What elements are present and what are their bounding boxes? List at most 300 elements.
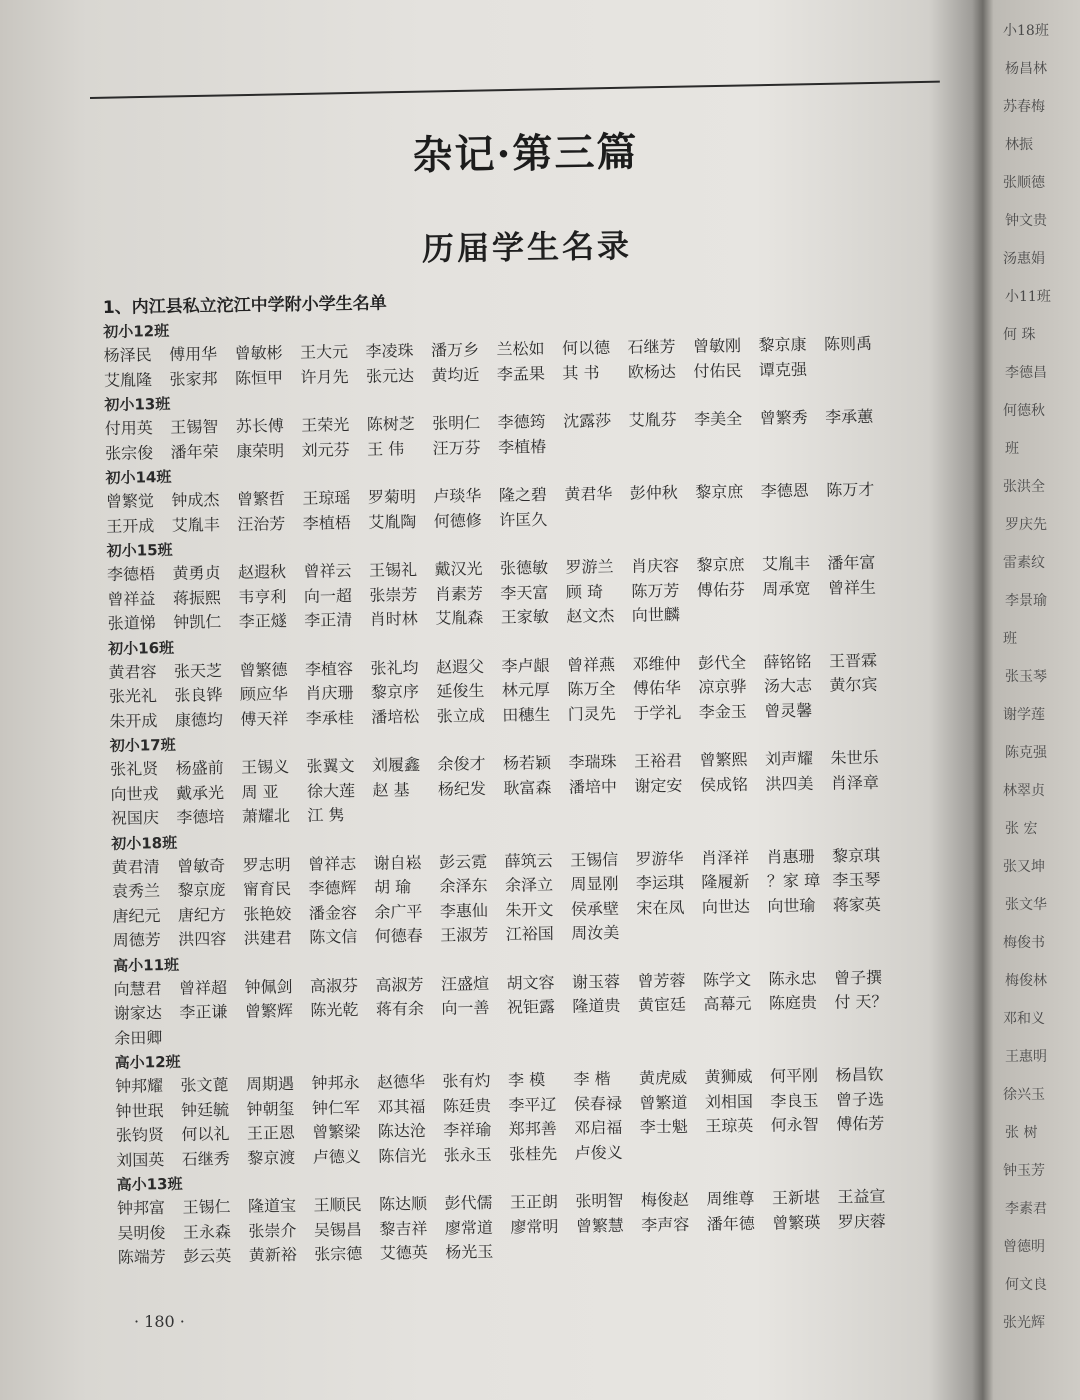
student-name: 韦亨利 — [238, 586, 287, 607]
student-name: 石继芳 — [627, 336, 676, 357]
facing-page-text: 何 珠 — [1003, 327, 1036, 343]
student-name: 向世瑜 — [767, 895, 816, 916]
student-name: 陈庭贵 — [768, 992, 818, 1013]
student-name: 肖庆珊 — [305, 683, 354, 703]
class-list — [103, 308, 968, 1270]
student-name: 邓启福 — [574, 1117, 623, 1138]
student-name: 隆道贵 — [572, 995, 621, 1016]
student-name: 黄尔宾 — [829, 674, 878, 695]
student-name: 陈廷贵 — [442, 1095, 492, 1116]
class-label: 高小11班 — [113, 955, 180, 975]
student-name: 罗庆蓉 — [837, 1211, 886, 1232]
student-name: 曾繁瑛 — [772, 1212, 821, 1233]
student-name: 张立成 — [436, 705, 485, 726]
student-name: 余广平 — [374, 901, 423, 922]
student-name: 罗游兰 — [565, 556, 614, 577]
student-name: 曾敏刚 — [692, 335, 742, 356]
student-name: 曾敏彬 — [234, 343, 283, 363]
student-name: 彭仲秋 — [629, 482, 679, 503]
student-name: 江裕国 — [505, 923, 554, 944]
student-name: 陈万芳 — [631, 580, 680, 601]
student-name: 钟邦富 — [116, 1198, 166, 1218]
page-title: 杂记·第三篇 — [412, 128, 639, 180]
facing-page-text: 林振 — [1005, 137, 1033, 153]
student-name: 钟邦永 — [311, 1073, 360, 1093]
student-name: 曾祥云 — [303, 561, 352, 581]
student-name: 萧耀北 — [241, 806, 291, 826]
student-name: 王淑芳 — [440, 925, 489, 945]
student-name: 向世达 — [701, 896, 751, 917]
class-block — [113, 941, 964, 1050]
student-name: 杨盛前 — [175, 758, 224, 778]
student-name: 张家邦 — [169, 368, 218, 389]
student-name: 李声容 — [641, 1214, 690, 1235]
student-name: 余田卿 — [114, 1027, 163, 1048]
student-name: 江 隽 — [307, 805, 345, 825]
student-name: 黄虎威 — [638, 1067, 688, 1088]
class-block — [110, 722, 961, 831]
student-name: 卢琰华 — [433, 486, 482, 506]
class-label: 初小12班 — [103, 321, 170, 341]
student-name: 王大元 — [299, 342, 349, 362]
student-name: 谢自崧 — [373, 852, 422, 873]
student-name: 罗游华 — [635, 848, 684, 869]
student-name: 傅天祥 — [240, 708, 289, 729]
student-name: 吴明俊 — [117, 1222, 166, 1243]
student-name: 王家敏 — [500, 607, 549, 627]
student-name: 刘相国 — [704, 1091, 754, 1112]
student-name: 付用英 — [104, 418, 153, 438]
student-name: 彭代全 — [697, 652, 747, 673]
student-name: 陈达沧 — [377, 1121, 426, 1141]
student-name: 洪建君 — [243, 928, 292, 948]
student-name: 王琼英 — [705, 1115, 754, 1136]
student-name: 张文蓖 — [180, 1075, 229, 1095]
facing-page-text: 杨昌林 — [1005, 61, 1047, 77]
student-name: 傅佑芳 — [836, 1113, 885, 1134]
student-name: 张良铧 — [174, 685, 223, 705]
student-name: 张桂先 — [509, 1143, 558, 1164]
student-name: 向一善 — [441, 997, 490, 1018]
student-name: 曾祥生 — [827, 577, 877, 598]
student-name: 陈文信 — [309, 927, 358, 947]
class-block — [103, 308, 954, 392]
student-name: 陈达顺 — [378, 1193, 428, 1214]
student-name: 潘培中 — [568, 776, 618, 797]
student-name: 李植容 — [304, 658, 354, 679]
student-name: 汤大志 — [763, 675, 813, 696]
student-name: 艾胤芬 — [628, 409, 677, 430]
student-name: 唐纪元 — [112, 905, 161, 926]
facing-page-text: 钟玉芳 — [1003, 1163, 1045, 1179]
class-block — [104, 381, 955, 465]
facing-page-text: 张 宏 — [1005, 821, 1038, 837]
student-name: 王正朗 — [509, 1191, 559, 1212]
student-name: 侯承壁 — [570, 898, 620, 919]
student-name: 赵遐父 — [435, 656, 485, 677]
student-name: 邓其福 — [377, 1096, 426, 1117]
student-name: 何永智 — [770, 1114, 819, 1135]
student-name: 向慧君 — [113, 978, 162, 999]
student-name: 何德春 — [374, 926, 423, 946]
student-name: 朱开成 — [109, 710, 158, 731]
student-name: 曾祥超 — [178, 977, 228, 998]
student-name: 何以德 — [561, 338, 611, 358]
student-name: 李平辽 — [508, 1094, 557, 1115]
student-name: 黄君华 — [564, 483, 613, 504]
student-name: 王永森 — [182, 1221, 232, 1242]
facing-page-text: 李德昌 — [1005, 365, 1047, 381]
student-name: 高淑芬 — [309, 975, 359, 996]
facing-page-text: 张顺德 — [1003, 175, 1045, 191]
student-name: 王琼瑶 — [302, 488, 351, 508]
student-name: 顾应华 — [239, 684, 289, 704]
class-label: 高小13班 — [116, 1174, 183, 1194]
student-name: 康荣明 — [235, 440, 285, 461]
student-name: 谢家达 — [113, 1003, 163, 1023]
student-name: 李 楷 — [573, 1069, 611, 1089]
student-name: 张礼均 — [370, 657, 419, 678]
student-name: 王晋霖 — [828, 650, 878, 671]
student-name: 黎京庞 — [177, 880, 226, 900]
student-name: 欧杨达 — [627, 361, 677, 382]
student-name: 苏长傅 — [235, 416, 284, 436]
student-name: 耿富森 — [503, 777, 552, 798]
student-name: 周显刚 — [570, 873, 619, 894]
student-name: 潘万乡 — [430, 340, 480, 360]
student-name: 艾德英 — [379, 1242, 428, 1263]
student-name: 戴汉光 — [434, 559, 483, 579]
student-name: 李惠仙 — [439, 900, 489, 921]
student-name: 李瑞珠 — [568, 751, 617, 772]
class-block — [105, 454, 956, 538]
student-name: 王正恩 — [246, 1123, 296, 1143]
facing-page-text: 汤惠娟 — [1003, 251, 1045, 267]
student-name: 余俊才 — [437, 754, 486, 774]
student-name: 傅用华 — [168, 344, 218, 364]
student-name: 余泽立 — [504, 874, 554, 895]
student-name: 艾胤丰 — [171, 514, 220, 535]
student-name: 周承宽 — [762, 578, 811, 599]
student-name: 廖常道 — [444, 1217, 494, 1238]
student-name: 傅佑华 — [632, 677, 682, 698]
student-name: 李良玉 — [770, 1090, 819, 1111]
student-name: 张道悌 — [107, 613, 156, 633]
student-name: 刘元芬 — [301, 439, 350, 460]
student-name: 赵 基 — [372, 779, 410, 800]
student-name: 艾胤隆 — [103, 369, 153, 390]
facing-page-text: 曾德明 — [1003, 1239, 1045, 1255]
class-block — [115, 1039, 967, 1172]
student-name: 蒋有余 — [375, 999, 425, 1019]
student-name: 张翼文 — [306, 756, 355, 776]
student-name: 高淑芳 — [375, 974, 424, 995]
student-name: 彭云霓 — [438, 851, 488, 872]
student-name: 黄新裕 — [248, 1245, 297, 1265]
student-name: 李美全 — [694, 408, 743, 429]
facing-page-text: 张洪全 — [1003, 479, 1045, 495]
student-name: 张崇介 — [248, 1220, 297, 1241]
student-name: 潘金容 — [308, 902, 358, 923]
student-name: 杨昌钦 — [835, 1064, 884, 1085]
student-name: 李德筠 — [497, 412, 546, 432]
student-name: 李德梧 — [106, 564, 156, 584]
student-name: 张永玉 — [443, 1144, 492, 1165]
student-name: 门灵先 — [567, 703, 616, 724]
student-name: 王锡义 — [240, 757, 290, 777]
student-name: 肖惠珊 — [766, 846, 815, 867]
class-block — [107, 527, 958, 636]
facing-page-text: 何德秋 — [1003, 403, 1045, 419]
student-name: 黎京琪 — [831, 845, 881, 866]
student-name: 李天富 — [500, 582, 549, 603]
student-name: 王锡仁 — [182, 1197, 231, 1217]
student-names — [110, 744, 961, 831]
student-names — [107, 549, 958, 636]
student-name: 黎京庶 — [695, 481, 744, 502]
class-block — [108, 624, 959, 733]
student-name: 肖时林 — [369, 609, 418, 629]
student-name: 王顺民 — [313, 1195, 362, 1215]
student-name: 刘国英 — [116, 1149, 165, 1170]
student-name: 曾繁梁 — [312, 1122, 361, 1142]
student-name: 赵遐秋 — [237, 562, 287, 582]
student-name: 隆之碧 — [498, 485, 548, 505]
student-name: 彭代儒 — [444, 1192, 493, 1213]
student-name: 曾祥燕 — [566, 654, 616, 675]
student-name: 潘年富 — [827, 552, 876, 573]
student-name: 王新堪 — [771, 1187, 821, 1208]
student-name: 祝国庆 — [110, 808, 160, 828]
student-name: 李植椿 — [497, 436, 547, 457]
student-names — [111, 841, 962, 952]
student-name: 黄宦廷 — [637, 994, 687, 1015]
class-label: 初小14班 — [105, 467, 172, 487]
student-name: 曾芳蓉 — [637, 970, 686, 991]
student-name: 陈恒甲 — [234, 367, 284, 388]
student-name: 其 书 — [562, 362, 600, 383]
student-name: 曾祥志 — [307, 853, 357, 874]
student-name: 赵德华 — [376, 1072, 426, 1092]
student-name: 汪万芬 — [432, 437, 481, 458]
student-name: 谭克强 — [758, 359, 808, 380]
student-name: 李承蕙 — [825, 406, 874, 427]
student-name: 肖素芳 — [434, 583, 484, 604]
student-name: 陈永忠 — [768, 968, 817, 989]
student-name: 张礼贤 — [109, 759, 159, 779]
page-content — [100, 112, 968, 1270]
student-name: 张光礼 — [108, 686, 158, 706]
student-name: 陈树芝 — [366, 414, 415, 434]
student-name: 曾敏奇 — [176, 855, 226, 876]
student-name: 许月先 — [300, 366, 349, 387]
student-name: 隆道宝 — [247, 1196, 297, 1216]
student-name: 宋在凤 — [636, 897, 685, 918]
student-name: 曾繁慧 — [575, 1215, 625, 1236]
student-name: 甯育民 — [242, 879, 292, 899]
student-name: 洪四美 — [765, 773, 814, 794]
student-name: 朱开文 — [505, 899, 554, 920]
student-name: 周汝美 — [571, 922, 620, 943]
student-name: 杨泽民 — [103, 345, 152, 365]
student-name: 陈学文 — [702, 969, 752, 990]
student-name: 傅佑芬 — [696, 579, 746, 600]
student-names — [113, 963, 964, 1050]
class-block — [116, 1161, 967, 1270]
student-name: 邓维仲 — [632, 653, 681, 674]
student-name: 陈端芳 — [117, 1247, 166, 1267]
facing-page-text: 徐兴玉 — [1003, 1087, 1045, 1103]
facing-page-text: 何文良 — [1005, 1277, 1047, 1293]
student-name: 薛铭铭 — [763, 651, 812, 672]
student-name: 汪盛煊 — [440, 973, 490, 994]
student-name: 王益宣 — [837, 1186, 886, 1207]
student-name: 曾繁道 — [639, 1092, 688, 1113]
student-name: ？家 璋 — [766, 870, 821, 891]
student-name: 黄君清 — [111, 856, 160, 877]
student-name: 蒋振熙 — [172, 587, 222, 608]
student-name: 王锡信 — [569, 849, 619, 870]
student-name: 谢定安 — [634, 775, 683, 796]
student-name: 汪治芳 — [237, 513, 286, 534]
student-name: 何平刚 — [769, 1065, 819, 1086]
student-name: 隆履新 — [701, 871, 750, 892]
student-name: 李孟果 — [496, 363, 546, 384]
student-name: 林元厚 — [501, 680, 551, 700]
student-name: 唐纪方 — [177, 904, 227, 925]
student-name: 谢玉蓉 — [571, 971, 621, 992]
student-name: 曾繁秀 — [759, 407, 808, 428]
student-name: 戴承光 — [175, 782, 225, 803]
class-label: 初小13班 — [104, 394, 171, 414]
student-name: 康德均 — [174, 709, 224, 730]
student-name: 何德修 — [433, 510, 482, 531]
student-name: 杨纪发 — [437, 778, 487, 799]
facing-page-text: 李素君 — [1005, 1201, 1047, 1217]
student-name: 李植梧 — [302, 512, 351, 533]
facing-page-text: 张 树 — [1005, 1125, 1038, 1141]
student-name: 李金玉 — [698, 701, 747, 722]
class-label: 初小15班 — [106, 540, 173, 560]
student-name: 钟邦耀 — [114, 1076, 164, 1096]
student-name: 李玉琴 — [832, 869, 881, 890]
facing-page-text: 张光辉 — [1003, 1315, 1045, 1331]
student-name: 张崇芳 — [369, 584, 418, 605]
student-name: 胡文容 — [506, 972, 555, 993]
student-name: 沈露莎 — [563, 411, 612, 431]
student-name: 杨若颖 — [502, 752, 552, 773]
student-name: 潘培松 — [371, 706, 420, 727]
student-name: 潘年荣 — [170, 441, 219, 462]
student-name: 李凌珠 — [365, 341, 414, 361]
class-label: 高小12班 — [114, 1052, 181, 1072]
facing-page-text: 梅俊书 — [1003, 935, 1045, 951]
student-name: 黄狮威 — [704, 1066, 753, 1087]
student-name: 李运琪 — [635, 872, 685, 893]
facing-page-text: 王惠明 — [1005, 1049, 1047, 1065]
student-name: 曾子撰 — [833, 967, 883, 988]
facing-page-text: 谢学莲 — [1003, 707, 1045, 723]
student-name: 李祥瑜 — [443, 1119, 492, 1140]
student-name: 钟佩剑 — [244, 976, 293, 997]
student-name: 潘年德 — [706, 1213, 755, 1234]
student-name: 周期遇 — [245, 1074, 295, 1094]
student-name: 李德辉 — [308, 878, 357, 898]
facing-page-edge — [985, 0, 1080, 1400]
facing-page-text: 小18班 — [1003, 23, 1049, 39]
student-name: 罗菊明 — [367, 487, 417, 507]
student-name: 凉京骅 — [698, 676, 747, 697]
student-name: 侯春禄 — [573, 1093, 623, 1114]
student-name: 张宗俊 — [105, 442, 154, 463]
student-name: 延俊生 — [436, 681, 485, 701]
student-name: 黎京渡 — [247, 1147, 296, 1168]
student-names — [115, 1061, 966, 1172]
student-name: 肖庆容 — [630, 555, 680, 576]
student-name: 刘履鑫 — [371, 755, 421, 775]
student-name: 张钧贤 — [115, 1125, 165, 1145]
student-name: 何以礼 — [181, 1124, 230, 1144]
student-name: 张明智 — [575, 1190, 624, 1211]
student-name: 王荣光 — [301, 415, 350, 435]
student-name: 徐大莲 — [306, 780, 356, 801]
class-block — [111, 819, 963, 952]
student-name: 田穗生 — [502, 704, 551, 725]
student-name: 陈则禹 — [823, 333, 873, 354]
student-names — [117, 1183, 968, 1270]
student-name: 祝钜露 — [506, 996, 556, 1017]
student-name: 黎吉祥 — [379, 1218, 428, 1239]
student-name: 周维尊 — [706, 1188, 755, 1209]
student-name: 黎京序 — [370, 682, 420, 702]
class-label: 初小18班 — [111, 833, 178, 853]
facing-page-text: 钟文贵 — [1005, 213, 1047, 229]
student-name: 曾子选 — [835, 1089, 885, 1110]
student-name: 张元达 — [365, 365, 415, 386]
student-name: 彭云英 — [183, 1246, 232, 1266]
facing-page-text: 梅俊林 — [1005, 973, 1047, 989]
student-name: 黄勇贞 — [172, 563, 221, 583]
student-name: 曾灵馨 — [764, 700, 813, 721]
student-name: 陈光乾 — [310, 1000, 359, 1020]
student-name: 曾繁熙 — [699, 749, 748, 770]
student-name: 李 模 — [507, 1070, 546, 1090]
student-name: 李承桂 — [305, 707, 354, 728]
student-name: 向世戎 — [110, 783, 159, 804]
student-name: 蒋家英 — [832, 894, 881, 915]
student-name: 黎京康 — [758, 334, 807, 355]
section-heading: 1、内江县私立沱江中学附小学生名单 — [102, 293, 387, 318]
student-name: 赵文杰 — [566, 605, 615, 626]
student-name: 薛筑云 — [504, 850, 553, 871]
facing-page-text: 张玉琴 — [1005, 669, 1047, 685]
student-name: 罗志明 — [242, 854, 291, 875]
student-name: 黄均近 — [431, 364, 480, 385]
student-name: 张德敏 — [499, 558, 549, 578]
student-name: 杨光玉 — [445, 1241, 494, 1262]
student-name: 艾胤陶 — [368, 511, 417, 532]
facing-page-text: 张又坤 — [1003, 859, 1045, 875]
student-name: 钟朝玺 — [246, 1098, 295, 1119]
student-name: 钟世珉 — [115, 1100, 164, 1121]
student-name: 张有灼 — [442, 1070, 491, 1091]
student-name: 王 伟 — [366, 438, 405, 459]
student-name: 李正燧 — [238, 611, 287, 631]
student-name: 廖常明 — [510, 1216, 559, 1237]
student-name: 顾 琦 — [565, 581, 604, 602]
student-name: 袁秀兰 — [111, 881, 161, 901]
student-name: 余泽东 — [439, 876, 488, 896]
